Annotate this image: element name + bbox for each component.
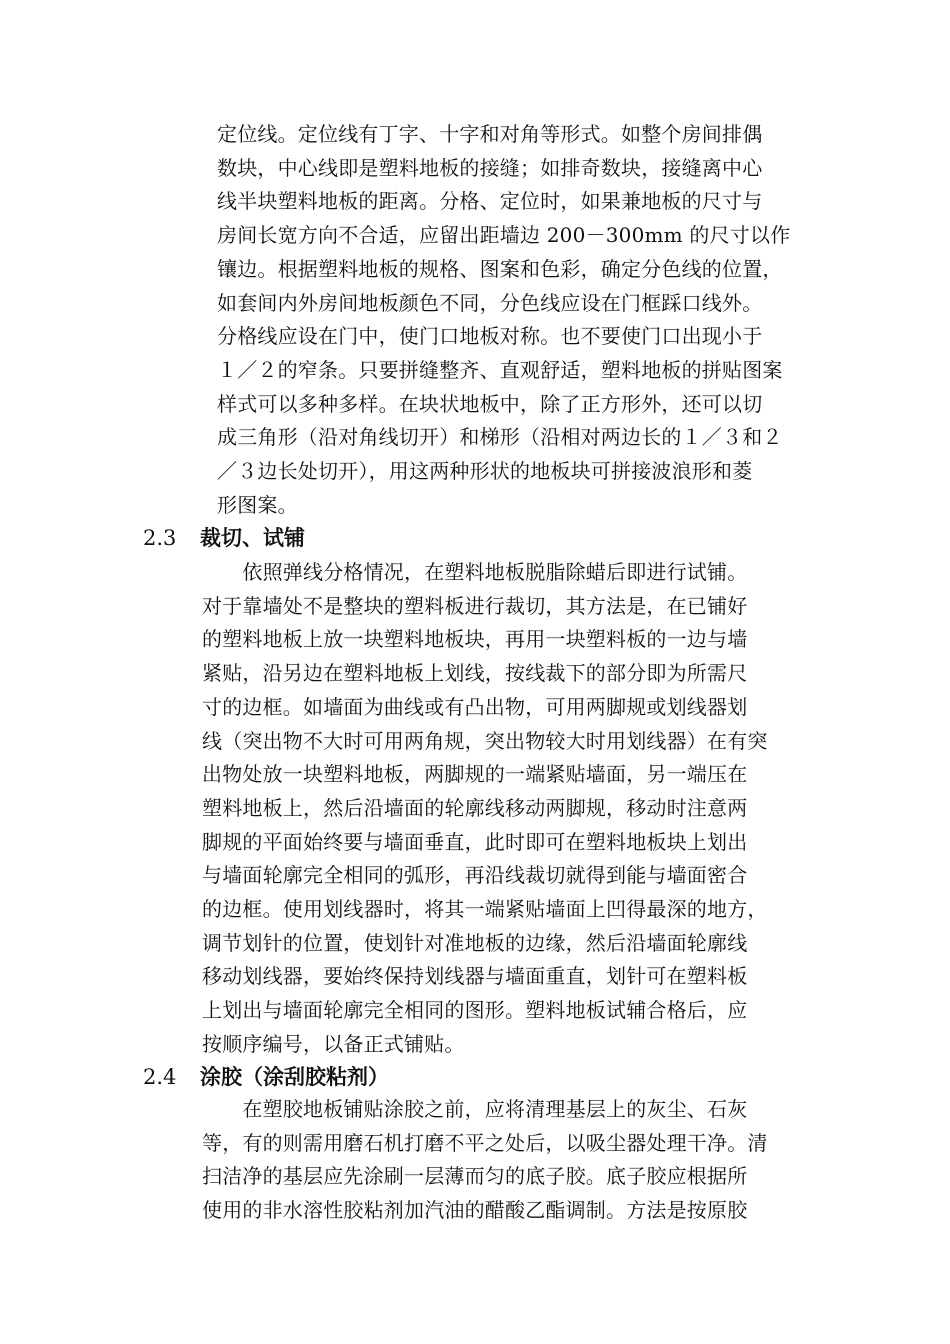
text-line: 样式可以多种多样。在块状地板中，除了正方形外，还可以切 bbox=[217, 391, 763, 416]
text-line: 按顺序编号，以备正式铺贴。 bbox=[202, 1031, 465, 1056]
text-line: 如套间内外房间地板颜色不同，分色线应设在门框踩口线外。 bbox=[217, 290, 763, 315]
text-line: 线半块塑料地板的距离。分格、定位时，如果兼地板的尺寸与 bbox=[217, 189, 763, 214]
section-heading-2-4 bbox=[143, 1064, 389, 1090]
text-line: 对于靠墙处不是整块的塑料板进行裁切，其方法是，在已铺好 bbox=[202, 593, 748, 618]
text-line: 移动划线器，要始终保持划线器与墙面重直，划针可在塑料板 bbox=[202, 964, 748, 989]
text-line: 房间长宽方向不合适，应留出距墙边 200－300mm 的尺寸以作 bbox=[217, 223, 791, 248]
text-line: 线（突出物不大时可用两角规，突出物较大时用划线器）在有突 bbox=[202, 728, 768, 753]
text-line: 出物处放一块塑料地板，两脚规的一端紧贴墙面，另一端压在 bbox=[202, 762, 748, 787]
text-line: 脚规的平面始终要与墙面垂直，此时即可在塑料地板块上划出 bbox=[202, 829, 748, 854]
text-line: 扫洁净的基层应先涂刷一层薄而匀的底子胶。底子胶应根据所 bbox=[202, 1164, 748, 1189]
text-line: １／２的窄条。只要拼缝整齐、直观舒适，塑料地板的拼贴图案 bbox=[217, 357, 783, 382]
text-line: 定位线。定位线有丁字、十字和对角等形式。如整个房间排偶 bbox=[217, 122, 763, 146]
section-title: 涂胶（涂刮胶粘剂） bbox=[200, 1064, 389, 1089]
section-heading-2-3 bbox=[143, 525, 305, 551]
text-line: 使用的非水溶性胶粘剂加汽油的醋酸乙酯调制。方法是按原胶 bbox=[202, 1198, 748, 1223]
text-line: 在塑胶地板铺贴涂胶之前，应将清理基层上的灰尘、石灰 bbox=[202, 1097, 748, 1121]
text-line: 等，有的则需用磨石机打磨不平之处后，以吸尘器处理干净。清 bbox=[202, 1130, 768, 1155]
text-line: 与墙面轮廓完全相同的弧形，再沿线裁切就得到能与墙面密合 bbox=[202, 863, 748, 888]
text-line: 镶边。根据塑料地板的规格、图案和色彩，确定分色线的位置， bbox=[217, 256, 783, 281]
text-line: 分格线应设在门中，使门口地板对称。也不要使门口出现小于 bbox=[217, 324, 763, 349]
text-line: 塑料地板上，然后沿墙面的轮廓线移动两脚规，移动时注意两 bbox=[202, 795, 748, 820]
text-line: 上划出与墙面轮廓完全相同的图形。塑料地板试辅合格后，应 bbox=[202, 998, 748, 1023]
text-line: 依照弹线分格情况，在塑料地板脱脂除蜡后即进行试铺。 bbox=[202, 560, 748, 584]
text-line: 调节划针的位置，使划针对准地板的边缘，然后沿墙面轮廓线 bbox=[202, 930, 748, 955]
text-line: 的塑料地板上放一块塑料地板块，再用一块塑料板的一边与墙 bbox=[202, 627, 748, 652]
text-line: 成三角形（沿对角线切开）和梯形（沿相对两边长的１／３和２ bbox=[217, 425, 783, 450]
section-number: 2.4 bbox=[143, 1065, 177, 1089]
text-line: 紧贴，沿另边在塑料地板上划线，按线裁下的部分即为所需尺 bbox=[202, 661, 748, 686]
section-number: 2.3 bbox=[143, 526, 177, 550]
text-line: 形图案。 bbox=[217, 492, 298, 517]
text-line: 的边框。使用划线器时，将其一端紧贴墙面上凹得最深的地方， bbox=[202, 897, 768, 921]
text-line: 数块，中心线即是塑料地板的接缝；如排奇数块，接缝离中心 bbox=[217, 155, 763, 180]
text-line: 寸的边框。如墙面为曲线或有凸出物，可用两脚规或划线器划 bbox=[202, 694, 748, 719]
text-line: ／３边长处切开），用这两种形状的地板块可拼接波浪形和菱 bbox=[217, 459, 753, 483]
section-title: 裁切、试铺 bbox=[200, 525, 305, 550]
